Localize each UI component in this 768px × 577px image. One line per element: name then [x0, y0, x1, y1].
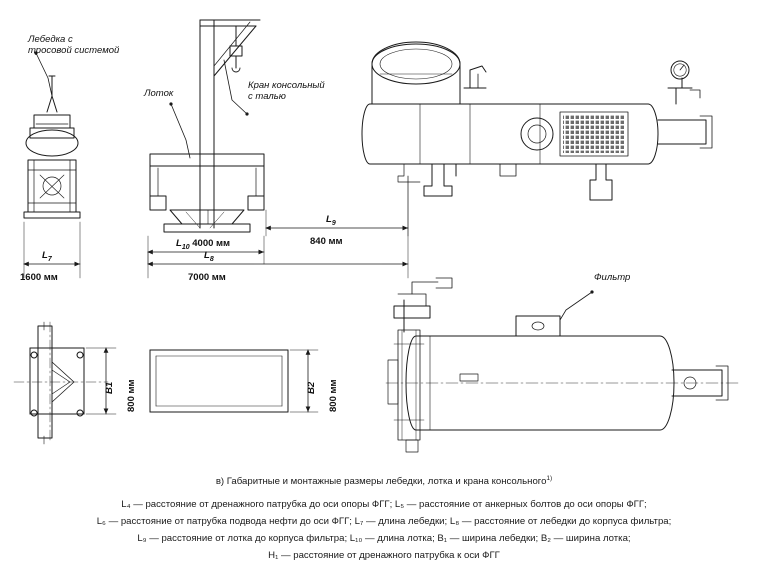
- callout-winch: [28, 34, 119, 56]
- crane-and-tray-assembly: [150, 20, 264, 232]
- callout-crane: [248, 80, 325, 102]
- figure-legend: [0, 470, 768, 564]
- callout-tray: [144, 88, 173, 99]
- callout-filter: [594, 272, 630, 283]
- dimension-L9-value: 840 мм: [310, 236, 343, 247]
- dimension-L7-label: $L_7$: [42, 250, 52, 263]
- dimension-L8-label: $L_8$: [204, 250, 214, 263]
- dimension-lines-top: [24, 176, 408, 278]
- winch-assembly: [24, 51, 80, 218]
- legend-line-4: H₁ — расстояние от дренажного патрубка к оси ФГГ: [268, 550, 500, 562]
- winch-plan-view: [14, 322, 116, 444]
- dimension-L10-label: $L_{10}$ 4000 мм: [176, 238, 231, 251]
- legend-line-1: L₄ — расстояние от дренажного патрубка до оси опоры ФГГ; L₅ — расстояние от анкерных болтов до оси опоры ФГГ;: [121, 499, 647, 511]
- legend-line-2: L₆ — расстояние от патрубка подвода нефти до оси ФГГ; L₇ — длина лебедки; L₈ — расстояние от лебедки до корпуса фильтра;: [96, 516, 672, 528]
- dimension-L8-value: 7000 мм: [188, 272, 226, 283]
- dimension-L9-label: $L_9$: [326, 214, 336, 227]
- callout-tray-label: Лоток: [144, 88, 174, 99]
- callout-crane-line2: с талью: [248, 91, 286, 102]
- filter-vessel-top-view: [362, 42, 712, 200]
- callout-winch-line1: Лебедка с: [28, 34, 73, 45]
- callout-crane-line1: Кран консольный: [248, 80, 325, 91]
- dimension-B2-value: 800 мм: [328, 379, 339, 412]
- callout-winch-line2: тросовой системой: [28, 45, 120, 56]
- dimension-B1-label: B1: [104, 381, 115, 394]
- figure-caption: в) Габаритные и монтажные размеры лебедки, лотка и крана консольного$^{1)}$: [215, 475, 553, 488]
- dimension-L7-value: 1600 мм: [20, 272, 58, 283]
- legend-line-3: L₉ — расстояние от лотка до корпуса фильтра; L₁₀ — длина лотка; B₁ — ширина лебедки; B₂ — ширина лотка;: [137, 533, 631, 545]
- dimension-B2-label: B2: [306, 381, 317, 394]
- dimension-B1-value: 800 мм: [126, 379, 137, 412]
- filter-side-view: [386, 278, 740, 452]
- callout-filter-label: Фильтр: [594, 272, 631, 283]
- tray-plan-view: [150, 350, 318, 412]
